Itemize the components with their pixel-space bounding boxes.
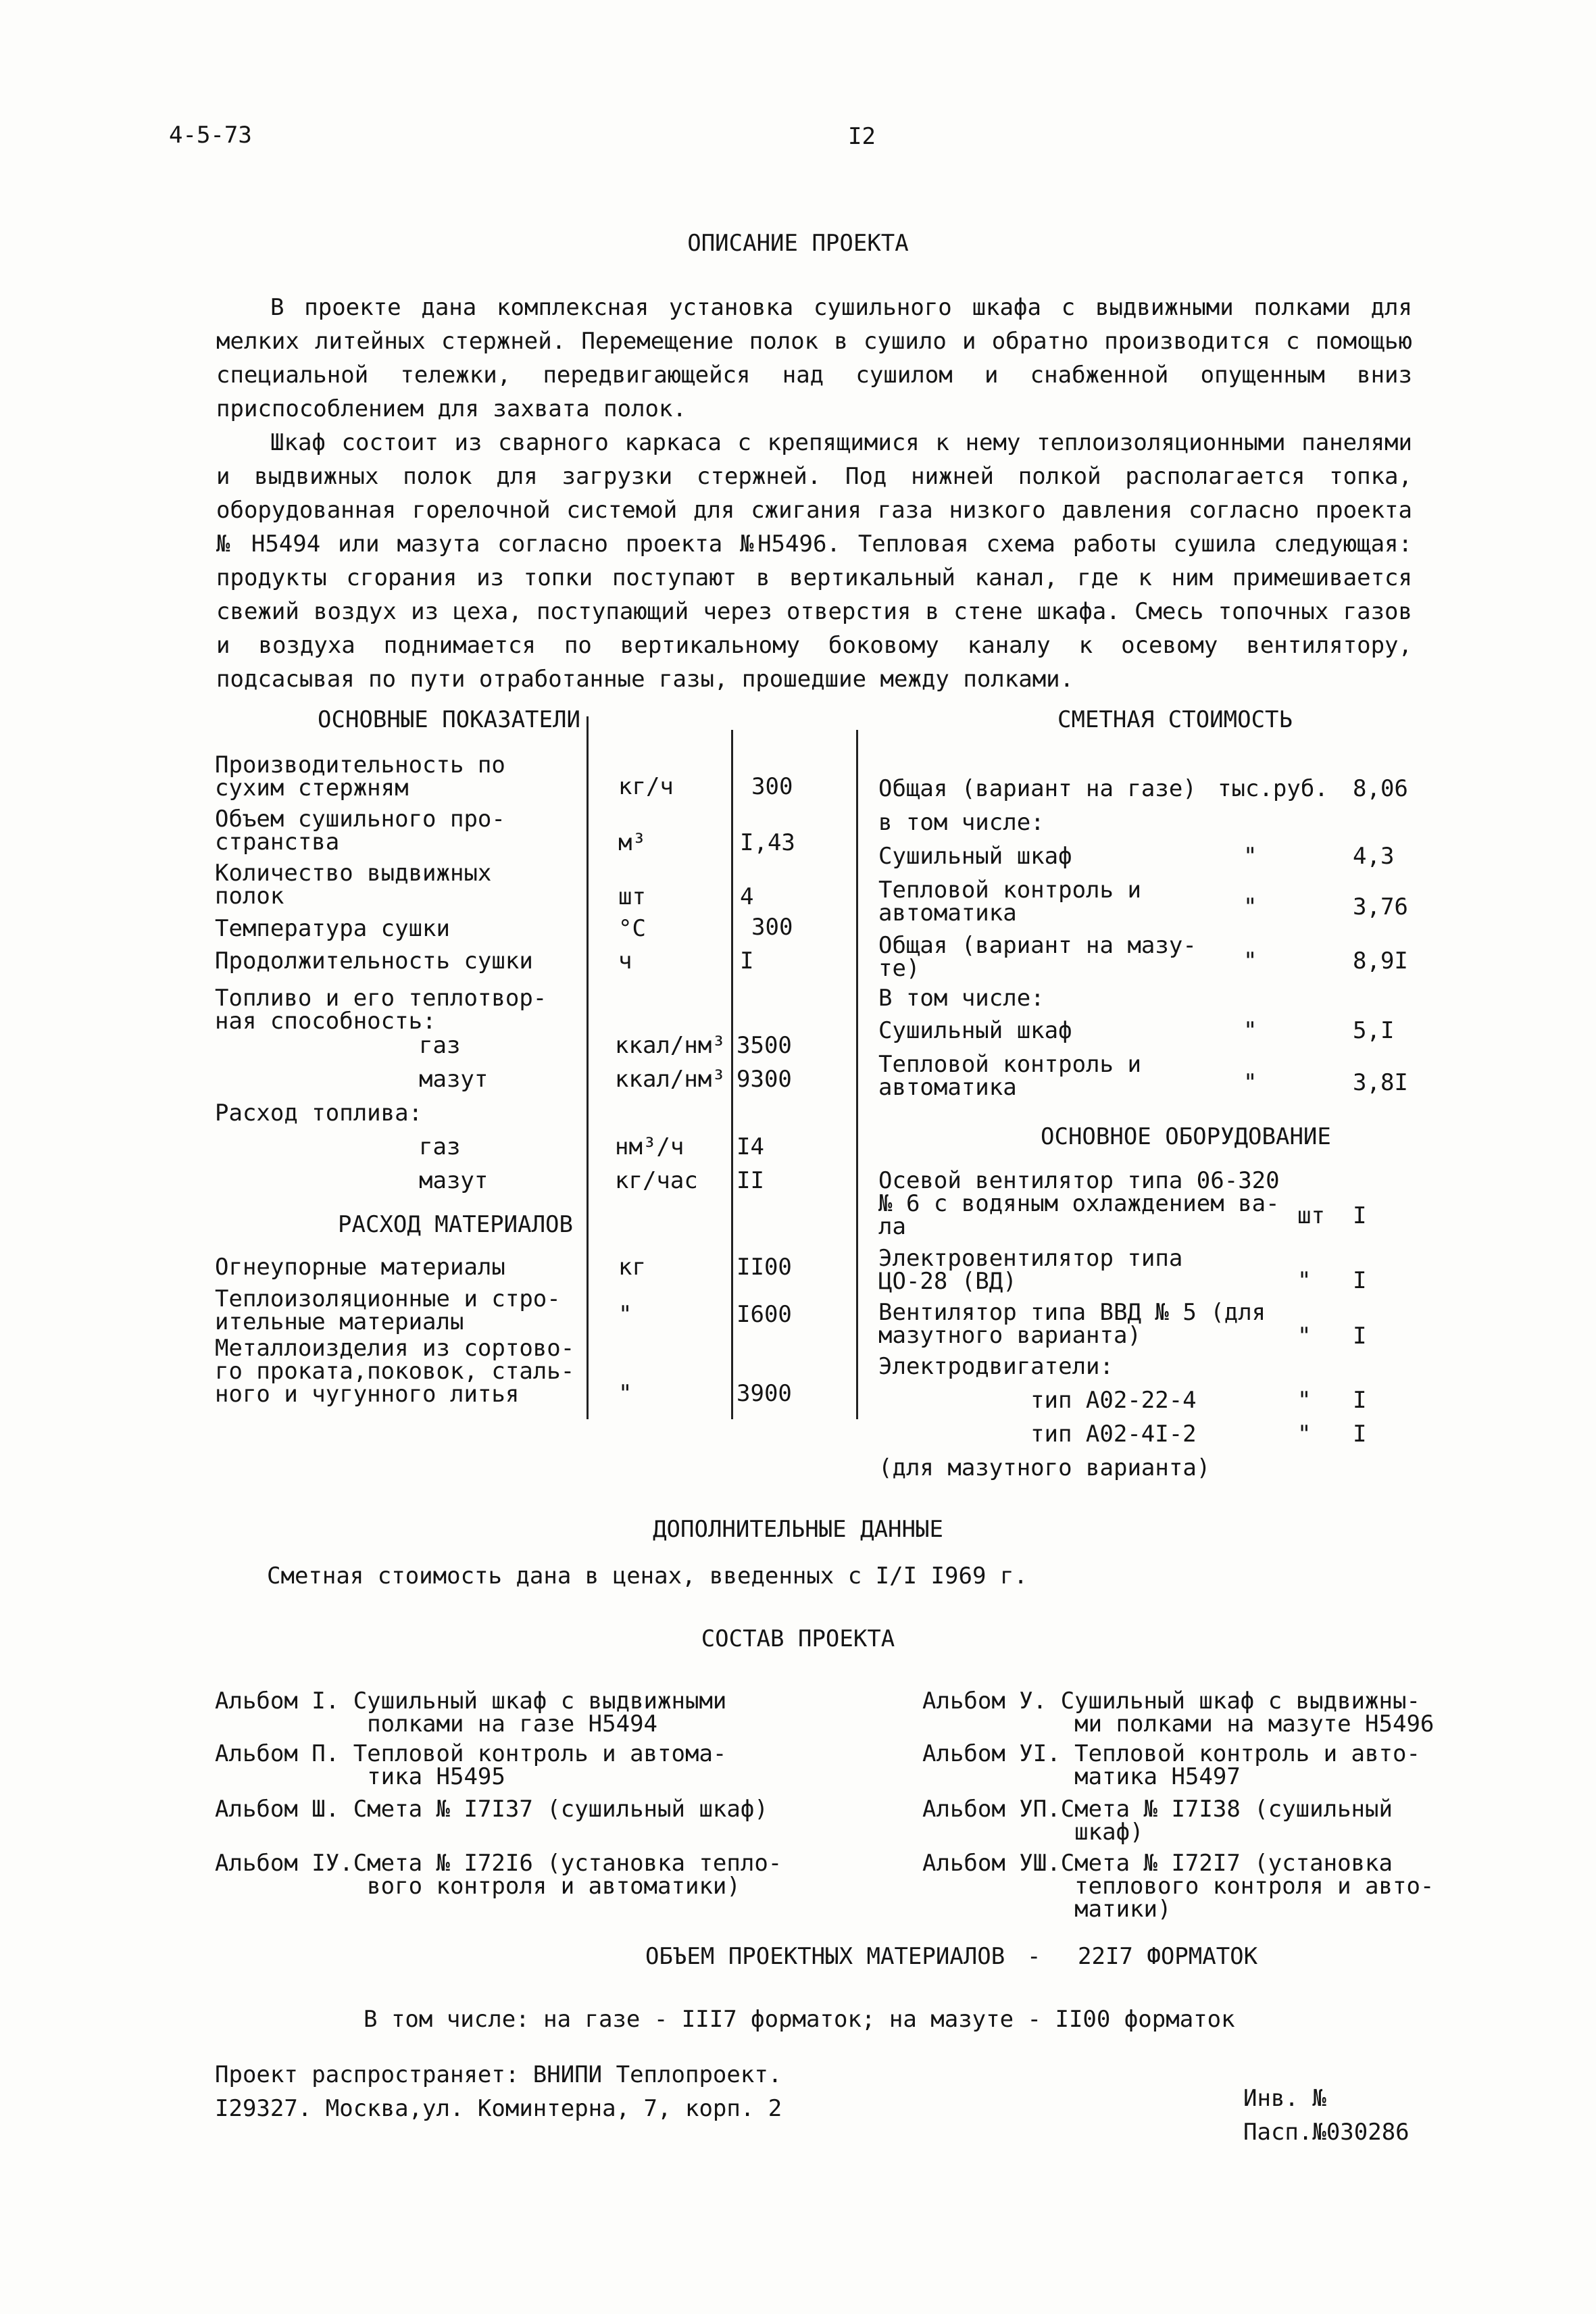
indicator-value: I,43	[740, 829, 795, 856]
material-name: Теплоизоляционные и стро- ительные материалы	[215, 1285, 561, 1335]
material-unit: "	[618, 1301, 632, 1328]
intro-text	[216, 291, 1412, 696]
indicator-value: I	[740, 947, 754, 975]
cost-name: Тепловой контроль и автоматика	[878, 877, 1141, 927]
equipment-unit: "	[1297, 1387, 1312, 1414]
equipment-unit: шт	[1297, 1202, 1325, 1229]
indicator-unit: кг/ч	[618, 773, 674, 800]
album-item: Альбом УI. Тепловой контроль и авто- матика Н5497	[922, 1740, 1420, 1790]
cost-name: Сушильный шкаф	[878, 843, 1072, 870]
indicator-value: 300	[751, 773, 793, 800]
album-item: Альбом IУ.Смета № I72I6 (установка тепло- вого контроля и автоматики)	[215, 1850, 782, 1900]
indicator-unit: ч	[618, 947, 632, 975]
volume-label: ОБЪЕМ ПРОЕКТНЫХ МАТЕРИАЛОВ	[645, 1943, 1005, 1970]
column-divider-1	[587, 716, 589, 1419]
material-value: 3900	[737, 1380, 792, 1407]
album-item: Альбом УП.Смета № I7I38 (сушильный шкаф)	[922, 1796, 1393, 1846]
column-divider-2	[731, 730, 733, 1419]
indicator-unit: ккал/нм³	[615, 1066, 726, 1093]
equipment-value: I	[1353, 1267, 1367, 1294]
column-divider-3	[856, 730, 858, 1419]
cost-unit: "	[1243, 1017, 1257, 1044]
cost-title: СМЕТНАЯ СТОИМОСТЬ	[1057, 706, 1293, 733]
indicator-name: Топливо и его теплотвор- ная способность:	[215, 985, 547, 1035]
distributor-line-2: I29327. Москва,ул. Коминтерна, 7, корп. 2	[215, 2095, 782, 2122]
inventory-number: Инв. №	[1243, 2085, 1326, 2112]
cost-unit: "	[1243, 893, 1257, 920]
cost-unit: "	[1243, 843, 1257, 870]
document-title: ОПИСАНИЕ ПРОЕКТА	[687, 230, 909, 257]
cost-value: 3,8I	[1353, 1069, 1408, 1096]
indicator-value: II	[737, 1167, 764, 1194]
equipment-title: ОСНОВНОЕ ОБОРУДОВАНИЕ	[1041, 1123, 1331, 1150]
volume-details: В том числе: на газе - III7 форматок; на мазуте - II00 форматок	[364, 2006, 1235, 2033]
indicator-unit: нм³/ч	[615, 1133, 684, 1160]
material-unit: "	[618, 1380, 632, 1407]
indicator-unit: °С	[618, 915, 646, 942]
document-code: 4-5-73	[169, 122, 252, 149]
indicator-name: мазут	[419, 1167, 489, 1194]
composition-title: СОСТАВ ПРОЕКТА	[701, 1625, 895, 1652]
indicator-name: Объем сушильного про- странства	[215, 806, 505, 856]
volume-value: 22I7 ФОРМАТОК	[1078, 1943, 1258, 1970]
equipment-value: I	[1353, 1323, 1367, 1350]
equipment-value: I	[1353, 1421, 1367, 1448]
album-item: Альбом УШ.Смета № I72I7 (установка теплового контроля и авто- матики)	[922, 1850, 1435, 1923]
cost-unit: "	[1243, 1069, 1257, 1096]
equipment-name: Электровентилятор типа ЦО-28 (ВД)	[878, 1245, 1183, 1295]
cost-value: 4,3	[1353, 843, 1395, 870]
equipment-unit: "	[1297, 1421, 1312, 1448]
page-number: I2	[848, 123, 876, 150]
equipment-name: тип А02-22-4	[1030, 1387, 1197, 1414]
cost-unit: "	[1243, 947, 1257, 975]
materials-title: РАСХОД МАТЕРИАЛОВ	[338, 1211, 573, 1238]
material-value: II00	[737, 1254, 792, 1281]
equipment-name: тип А02-4I-2	[1030, 1421, 1197, 1448]
indicator-name: Продолжительность сушки	[215, 947, 533, 975]
volume-dash: -	[1027, 1943, 1041, 1970]
distributor-line-1: Проект распространяет: ВНИПИ Теплопроект.	[215, 2061, 782, 2088]
indicator-unit: шт	[618, 883, 646, 910]
indicator-value: 9300	[737, 1066, 792, 1093]
material-unit: кг	[618, 1254, 646, 1281]
cost-value: 5,I	[1353, 1017, 1395, 1044]
indicator-value: 3500	[737, 1032, 792, 1059]
indicator-name: Расход топлива:	[215, 1100, 423, 1127]
album-item: Альбом I. Сушильный шкаф с выдвижными полками на газе Н5494	[215, 1688, 727, 1738]
cost-value: 3,76	[1353, 893, 1408, 920]
equipment-unit: "	[1297, 1323, 1312, 1350]
indicator-name: газ	[419, 1032, 461, 1059]
material-name: Огнеупорные материалы	[215, 1254, 505, 1281]
material-value: I600	[737, 1301, 792, 1328]
indicator-name: Температура сушки	[215, 915, 450, 942]
cost-name: Общая (вариант на газе)	[878, 775, 1197, 802]
equipment-name: Электродвигатели:	[878, 1353, 1114, 1380]
intro-paragraph-2: Шкаф состоит из сварного каркаса с крепящимися к нему теплоизоляционными панелями и выдвижных полок для загрузки стержней. Под нижней полкой располагается топка, оборудованная горелочной системой для сжигания газа низкого давления согласно проекта № Н5494 или мазута согласно проекта №Н5496. Тепловая схема работы сушила следующая: продукты сгорания из топки поступают в вертикальный канал, где к ним примешивается свежий воздух из цеха, поступающий через отверстия в стене шкафа. Смесь топочных газов и воздуха поднимается по вертикальному боковому каналу к осевому вентилятору, подсасывая по пути отработанные газы, прошедшие между полками.	[216, 429, 1412, 693]
additional-title: ДОПОЛНИТЕЛЬНЫЕ ДАННЫЕ	[653, 1516, 943, 1543]
passport-number: Пасп.№030286	[1243, 2119, 1410, 2146]
equipment-unit: "	[1297, 1267, 1312, 1294]
album-item: Альбом П. Тепловой контроль и автома- тика Н5495	[215, 1740, 727, 1790]
equipment-name: Вентилятор типа ВВД № 5 (для мазутного варианта)	[878, 1299, 1266, 1349]
additional-text: Сметная стоимость дана в ценах, введенных с I/I I969 г.	[267, 1562, 1028, 1590]
cost-name: Сушильный шкаф	[878, 1017, 1072, 1044]
cost-name: в том числе:	[878, 809, 1045, 836]
equipment-value: I	[1353, 1387, 1367, 1414]
equipment-name: (для мазутного варианта)	[878, 1454, 1211, 1481]
cost-value: 8,9I	[1353, 947, 1408, 975]
cost-unit: тыс.руб.	[1218, 775, 1328, 802]
intro-paragraph-1: В проекте дана комплексная установка сушильного шкафа с выдвижными полками для мелких литейных стержней. Перемещение полок в сушило и обратно производится с помощью специальной тележки, передвигающейся над сушилом и снабженной опущенным вниз приспособлением для захвата полок.	[216, 294, 1412, 422]
indicator-value: 300	[751, 914, 793, 941]
equipment-name: Осевой вентилятор типа 06-320 № 6 с водяным охлаждением ва- ла	[878, 1167, 1280, 1240]
indicator-name: газ	[419, 1133, 461, 1160]
indicator-name: Производительность по сухим стержням	[215, 752, 505, 802]
cost-value: 8,06	[1353, 775, 1408, 802]
indicator-value: I4	[737, 1133, 764, 1160]
album-item: Альбом Ш. Смета № I7I37 (сушильный шкаф)	[215, 1796, 768, 1823]
indicator-unit: кг/час	[615, 1167, 698, 1194]
indicator-unit: ккал/нм³	[615, 1032, 726, 1059]
equipment-value: I	[1353, 1202, 1367, 1229]
material-name: Металлоизделия из сортово- го проката,поковок, сталь- ного и чугунного литья	[215, 1335, 575, 1408]
indicator-name: мазут	[419, 1066, 489, 1093]
cost-name: В том числе:	[878, 985, 1045, 1012]
album-item: Альбом У. Сушильный шкаф с выдвижны- ми полками на мазуте Н5496	[922, 1688, 1435, 1738]
indicator-value: 4	[740, 883, 754, 910]
indicators-title: ОСНОВНЫЕ ПОКАЗАТЕЛИ	[318, 706, 580, 733]
indicator-unit: м³	[618, 829, 646, 856]
cost-name: Тепловой контроль и автоматика	[878, 1051, 1141, 1101]
cost-name: Общая (вариант на мазу- те)	[878, 932, 1197, 982]
indicator-name: Количество выдвижных полок	[215, 860, 492, 910]
